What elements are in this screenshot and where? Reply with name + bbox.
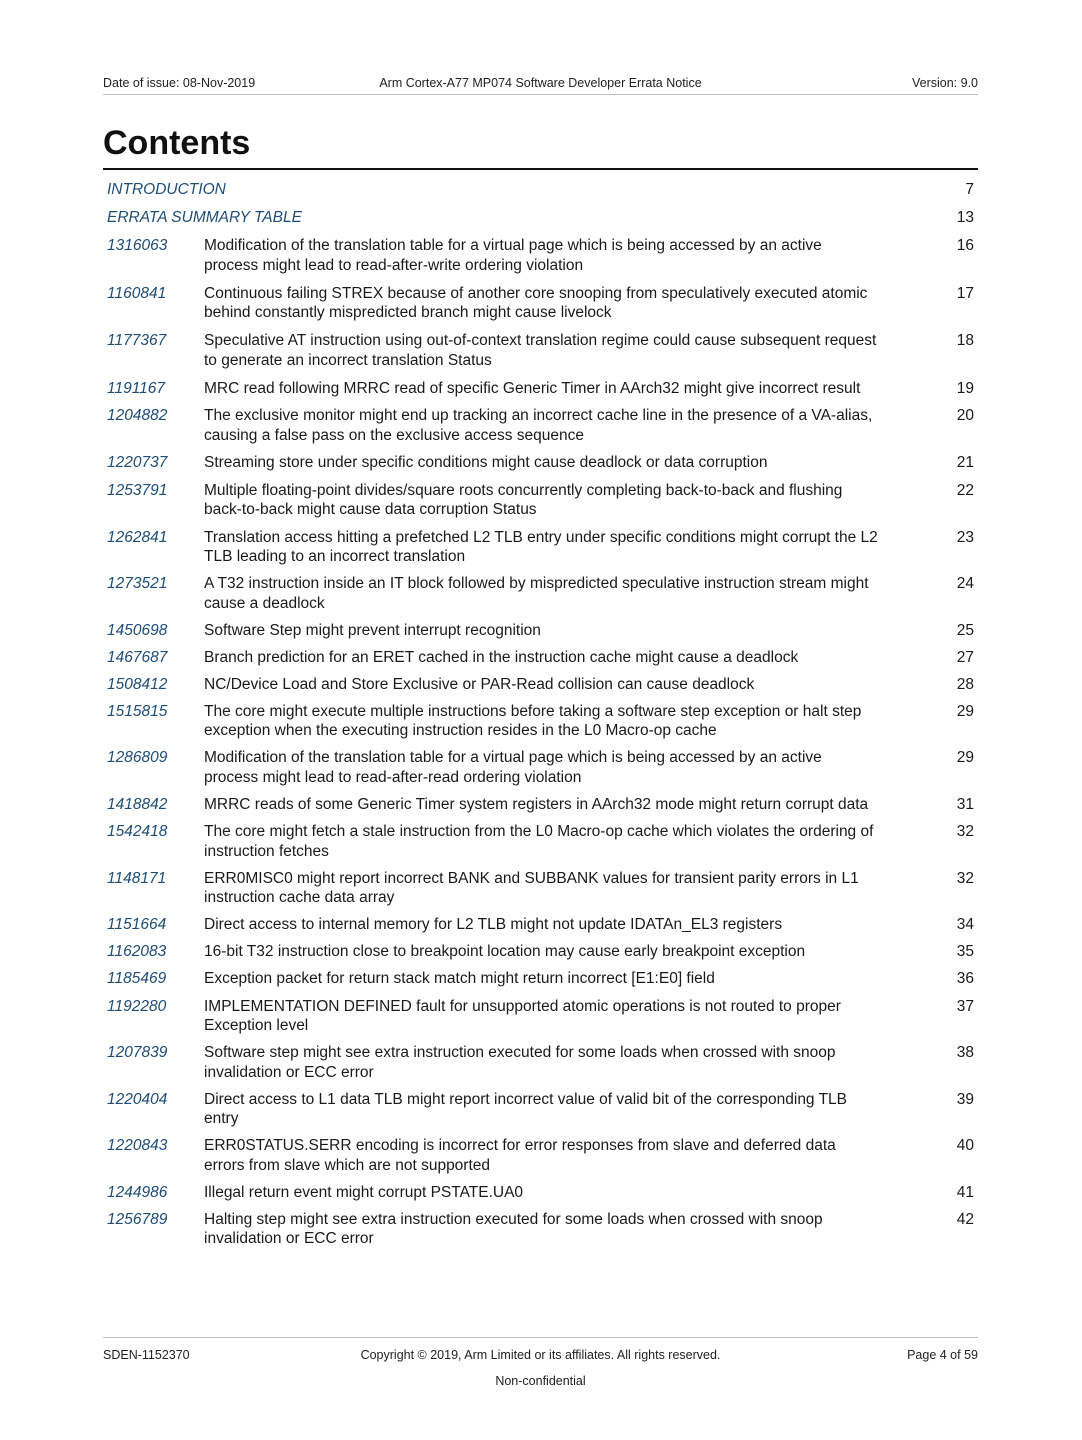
toc-page-number: 13 — [956, 209, 974, 226]
issue-date: Date of issue: 08-Nov-2019 — [103, 76, 256, 90]
erratum-id-link[interactable]: 1542418 — [107, 823, 168, 840]
toc-erratum-row[interactable] — [103, 675, 978, 695]
toc-erratum-row[interactable] — [103, 379, 978, 399]
erratum-description: Streaming store under specific conditions might cause deadlock or data corruption — [204, 453, 768, 471]
toc-page-number: 24 — [956, 575, 974, 592]
erratum-id-link[interactable]: 1244986 — [107, 1183, 168, 1201]
erratum-description: Translation access hitting a prefetched L2 TLB entry under specific conditions might corrupt the L2 TLB leading to an incorrect translation — [204, 528, 878, 565]
toc-erratum-row[interactable] — [103, 869, 978, 908]
erratum-description: Exception packet for return stack match might return incorrect [E1:E0] field — [204, 970, 715, 987]
page-number: Page 4 of 59 — [907, 1348, 978, 1362]
erratum-id-link[interactable]: 1207839 — [107, 1044, 168, 1061]
document-title: Arm Cortex-A77 MP074 Software Developer Errata Notice — [379, 76, 702, 90]
erratum-description: MRRC reads of some Generic Timer system registers in AArch32 mode might return corrupt data — [204, 796, 869, 813]
toc-erratum-row[interactable] — [103, 997, 978, 1036]
toc-section-link[interactable]: ERRATA SUMMARY TABLE — [107, 209, 302, 226]
toc-page-number: 32 — [956, 823, 974, 840]
toc-page-number: 19 — [956, 379, 974, 397]
erratum-id-link[interactable]: 1253791 — [107, 481, 168, 499]
erratum-description: Direct access to internal memory for L2 TLB might not update IDATAn_EL3 registers — [204, 916, 783, 933]
toc-erratum-row[interactable] — [103, 702, 978, 741]
erratum-id-link[interactable]: 1160841 — [107, 284, 167, 302]
erratum-id-link[interactable]: 1508412 — [107, 675, 168, 693]
toc-page-number: 29 — [956, 749, 974, 766]
toc-erratum-row[interactable] — [103, 528, 978, 567]
erratum-description: Modification of the translation table for a virtual page which is being accessed by an active process might lead to read-after-read ordering violation — [204, 749, 822, 786]
erratum-description: The core might execute multiple instructions before taking a software step exception or halt step exception when the executing instruction resides in the L0 Macro-op cache — [204, 702, 862, 739]
erratum-description: Illegal return event might corrupt PSTATE.UA0 — [204, 1183, 524, 1201]
erratum-description: Halting step might see extra instruction executed for some loads when crossed with snoop invalidation or ECC error — [204, 1210, 823, 1247]
toc-page-number: 7 — [965, 181, 974, 198]
toc-erratum-row[interactable] — [103, 1090, 978, 1129]
erratum-id-link[interactable]: 1220737 — [107, 453, 168, 471]
toc-page-number: 41 — [956, 1183, 974, 1201]
erratum-description: ERR0STATUS.SERR encoding is incorrect for error responses from slave and deferred data errors from slave which are not supported — [204, 1137, 836, 1174]
page-header — [103, 76, 978, 95]
toc-page-number: 28 — [956, 675, 974, 693]
erratum-id-link[interactable]: 1220404 — [107, 1090, 168, 1108]
toc-erratum-row[interactable] — [103, 969, 978, 989]
erratum-id-link[interactable]: 1192280 — [107, 997, 167, 1015]
toc-erratum-row[interactable] — [103, 284, 978, 323]
erratum-id-link[interactable]: 1450698 — [107, 621, 168, 639]
toc-erratum-row[interactable] — [103, 481, 978, 520]
erratum-description: 16-bit T32 instruction close to breakpoint location may cause early breakpoint exception — [204, 943, 806, 960]
toc-erratum-row[interactable] — [103, 621, 978, 641]
toc-page-number: 42 — [956, 1210, 974, 1228]
toc-page-number: 25 — [956, 621, 974, 639]
erratum-id-link[interactable]: 1191167 — [107, 379, 166, 397]
erratum-description: Software step might see extra instruction executed for some loads when crossed with snoop invalidation or ECC error — [204, 1044, 836, 1081]
erratum-id-link[interactable]: 1220843 — [107, 1137, 168, 1154]
erratum-id-link[interactable]: 1286809 — [107, 749, 168, 766]
toc-erratum-row[interactable] — [103, 406, 978, 445]
erratum-description: IMPLEMENTATION DEFINED fault for unsupported atomic operations is not routed to proper Exception level — [204, 997, 841, 1034]
document-version: Version: 9.0 — [911, 76, 978, 90]
toc-erratum-row[interactable] — [103, 1136, 978, 1175]
erratum-id-link[interactable]: 1467687 — [107, 648, 168, 666]
toc-page-number: 35 — [956, 943, 974, 960]
erratum-description: The core might fetch a stale instruction from the L0 Macro-op cache which violates the ordering of instruction fetches — [204, 823, 874, 860]
toc-erratum-row[interactable] — [103, 648, 978, 668]
erratum-id-link[interactable]: 1515815 — [107, 702, 168, 720]
toc-erratum-row[interactable] — [103, 915, 978, 935]
toc-erratum-row[interactable] — [103, 795, 978, 815]
toc-page-number: 36 — [956, 970, 974, 987]
toc-page-number: 32 — [956, 869, 974, 887]
erratum-description: Branch prediction for an ERET cached in the instruction cache might cause a deadlock — [204, 648, 799, 666]
toc-erratum-row[interactable] — [103, 748, 978, 787]
toc-erratum-row[interactable] — [103, 1043, 978, 1082]
toc-page-number: 23 — [956, 528, 974, 546]
erratum-description: Continuous failing STREX because of another core snooping from speculatively executed atomic behind constantly mispredicted branch might cause livelock — [204, 284, 868, 321]
toc-erratum-row[interactable] — [103, 1183, 978, 1203]
erratum-description: Multiple floating-point divides/square roots concurrently completing back-to-back and flushing back-to-back might cause data corruption Status — [204, 481, 843, 518]
table-of-contents — [103, 180, 978, 1256]
erratum-id-link[interactable]: 1162083 — [107, 943, 167, 960]
erratum-id-link[interactable]: 1273521 — [107, 575, 168, 592]
erratum-description: A T32 instruction inside an IT block followed by mispredicted speculative instruction stream might cause a deadlock — [204, 575, 869, 612]
erratum-id-link[interactable]: 1256789 — [107, 1210, 168, 1228]
erratum-id-link[interactable]: 1177367 — [107, 332, 167, 349]
document-id: SDEN-1152370 — [103, 1348, 190, 1362]
page-footer — [103, 1337, 978, 1388]
toc-page-number: 37 — [956, 997, 974, 1015]
toc-page-number: 40 — [956, 1137, 974, 1154]
erratum-description: The exclusive monitor might end up tracking an incorrect cache line in the presence of a VA-alias, causing a false pass on the exclusive access sequence — [204, 407, 873, 444]
erratum-description: NC/Device Load and Store Exclusive or PAR-Read collision can cause deadlock — [204, 675, 755, 693]
erratum-description: Direct access to L1 data TLB might report incorrect value of valid bit of the corresponding TLB entry — [204, 1090, 848, 1127]
toc-erratum-row[interactable] — [103, 331, 978, 370]
erratum-id-link[interactable]: 1148171 — [107, 869, 167, 887]
confidentiality-label: Non-confidential — [495, 1374, 586, 1388]
toc-erratum-row[interactable] — [103, 236, 978, 275]
toc-page-number: 20 — [956, 407, 974, 424]
toc-erratum-row[interactable] — [103, 942, 978, 962]
toc-page-number: 17 — [956, 284, 974, 302]
toc-section-row[interactable] — [103, 180, 978, 200]
erratum-id-link[interactable]: 1418842 — [107, 796, 168, 813]
erratum-description: Modification of the translation table for a virtual page which is being accessed by an active process might lead to read-after-write ordering violation — [204, 237, 822, 274]
erratum-id-link[interactable]: 1316063 — [107, 237, 168, 254]
toc-page-number: 18 — [956, 332, 974, 349]
toc-erratum-row[interactable] — [103, 1210, 978, 1249]
toc-erratum-row[interactable] — [103, 453, 978, 473]
toc-page-number: 29 — [956, 702, 974, 720]
toc-page-number: 38 — [956, 1044, 974, 1061]
erratum-description: ERR0MISC0 might report incorrect BANK and SUBBANK values for transient parity errors in L1 instruction cache data array — [204, 869, 859, 906]
erratum-id-link[interactable]: 1204882 — [107, 407, 168, 424]
toc-page-number: 21 — [956, 453, 974, 471]
toc-section-link[interactable]: INTRODUCTION — [107, 181, 226, 198]
toc-page-number: 34 — [956, 916, 974, 933]
page-title: Contents — [103, 122, 978, 170]
toc-erratum-row[interactable] — [103, 574, 978, 613]
toc-page-number: 27 — [956, 648, 974, 666]
erratum-id-link[interactable]: 1262841 — [107, 528, 168, 546]
toc-erratum-row[interactable] — [103, 822, 978, 861]
copyright-notice: Copyright © 2019, Arm Limited or its affiliates. All rights reserved. — [360, 1348, 721, 1362]
erratum-description: MRC read following MRRC read of specific Generic Timer in AArch32 might give incorrect result — [204, 379, 861, 397]
toc-page-number: 39 — [956, 1090, 974, 1108]
erratum-id-link[interactable]: 1151664 — [107, 916, 167, 933]
toc-page-number: 16 — [956, 237, 974, 254]
toc-section-row[interactable] — [103, 208, 978, 228]
erratum-description: Software Step might prevent interrupt recognition — [204, 621, 541, 639]
erratum-id-link[interactable]: 1185469 — [107, 970, 167, 987]
toc-page-number: 22 — [956, 481, 974, 499]
erratum-description: Speculative AT instruction using out-of-context translation regime could cause subsequent request to generate an incorrect translation Status — [204, 332, 877, 369]
toc-page-number: 31 — [956, 796, 974, 813]
